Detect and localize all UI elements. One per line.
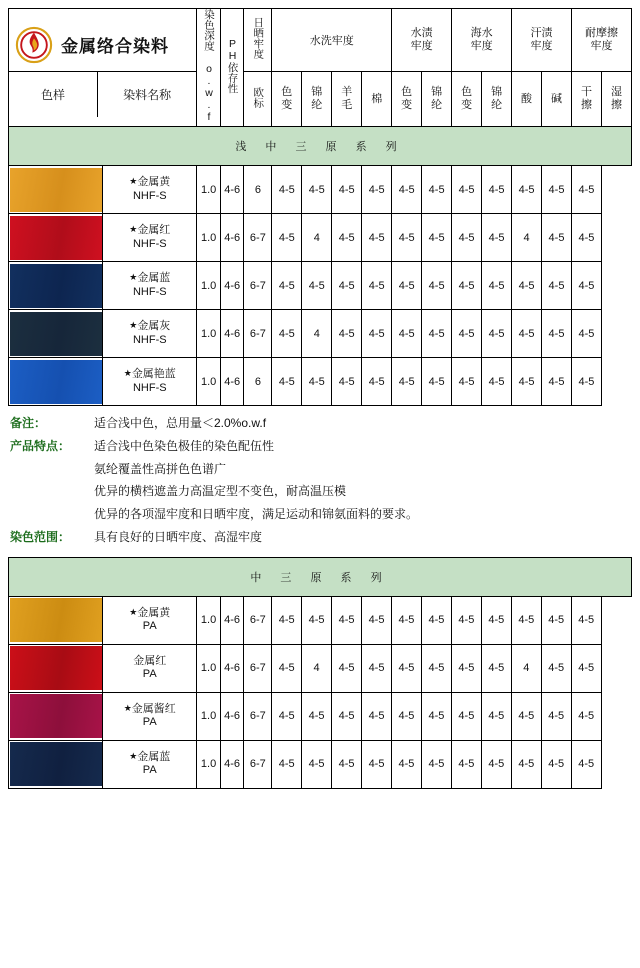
dye-name-line2: NHF-S bbox=[132, 237, 167, 250]
subcol-wash-nylon: 锦 纶 bbox=[302, 71, 332, 126]
dye-name-cell bbox=[103, 740, 197, 788]
fastness-value: 6-7 bbox=[244, 262, 272, 310]
color-swatch-cell bbox=[9, 310, 103, 358]
fastness-value: 4-5 bbox=[362, 644, 392, 692]
fastness-value: 4-5 bbox=[541, 596, 571, 644]
dye-name-cell bbox=[103, 262, 197, 310]
brand-title: 金属络合染料 bbox=[61, 37, 169, 56]
note-label: 染色范围： bbox=[10, 529, 71, 544]
fastness-value: 4-5 bbox=[482, 358, 512, 406]
fastness-value: 4-5 bbox=[272, 358, 302, 406]
dye-name-line2: PA bbox=[142, 668, 157, 681]
fastness-value: 4-5 bbox=[482, 166, 512, 214]
series-banner-row-1 bbox=[9, 127, 632, 166]
fastness-value: 1.0 bbox=[197, 262, 221, 310]
dye-name-line2: PA bbox=[142, 620, 157, 633]
note-text: 适合浅中色，总用量＜2.0%o.w.f bbox=[94, 416, 267, 430]
dye-name-line2: PA bbox=[142, 764, 157, 777]
subcol-eu-standard: 欧标 bbox=[244, 71, 272, 126]
col-washfastness: 水洗牢度 bbox=[272, 9, 392, 72]
fastness-value: 4-6 bbox=[220, 166, 244, 214]
fastness-value: 4-5 bbox=[272, 692, 302, 740]
dye-name-line1: 金属艳蓝 bbox=[131, 367, 176, 380]
fastness-value: 6 bbox=[244, 166, 272, 214]
note-text: 适合浅中色染色极佳的染色配伍性 bbox=[94, 438, 275, 453]
note-label: 备注： bbox=[10, 416, 47, 430]
color-swatch-cell bbox=[9, 596, 103, 644]
fastness-value: 4-5 bbox=[542, 358, 572, 406]
fastness-value: 6-7 bbox=[244, 644, 272, 692]
fastness-value: 6-7 bbox=[244, 310, 272, 358]
color-swatch bbox=[10, 742, 102, 786]
fastness-value: 4-5 bbox=[392, 166, 422, 214]
note-line bbox=[10, 526, 632, 549]
fastness-value: 4-5 bbox=[422, 214, 452, 262]
star-icon: ★ bbox=[129, 750, 138, 761]
fastness-value: 4-5 bbox=[362, 692, 392, 740]
fastness-value: 4-5 bbox=[392, 214, 422, 262]
fastness-table-2 bbox=[8, 557, 632, 789]
dye-name-cell bbox=[103, 166, 197, 214]
dye-name-line2: PA bbox=[142, 716, 157, 729]
fastness-value: 4-5 bbox=[362, 262, 392, 310]
fastness-value: 4-5 bbox=[542, 166, 572, 214]
fastness-value: 1.0 bbox=[197, 310, 221, 358]
star-icon: ★ bbox=[123, 367, 132, 378]
series-title-2: 中 三 原 系 列 bbox=[9, 557, 632, 596]
table-row[interactable] bbox=[9, 166, 632, 214]
fastness-value: 4-5 bbox=[571, 358, 601, 406]
fastness-value: 4-5 bbox=[512, 166, 542, 214]
fastness-value: 4-5 bbox=[332, 596, 362, 644]
subcol-sample: 色样 bbox=[9, 72, 98, 117]
fastness-value: 4-6 bbox=[220, 644, 244, 692]
note-text: 优异的横档遮盖力高温定型不变色，耐高温压模 bbox=[94, 484, 347, 499]
subcol-rub-dry: 干 擦 bbox=[571, 71, 601, 126]
fastness-value: 4-5 bbox=[272, 740, 302, 788]
fastness-value: 4-5 bbox=[452, 358, 482, 406]
table-row[interactable] bbox=[9, 740, 632, 788]
fastness-value: 4 bbox=[302, 214, 332, 262]
fastness-value: 4-5 bbox=[482, 262, 512, 310]
table-row[interactable] bbox=[9, 692, 632, 740]
table-row[interactable] bbox=[9, 644, 632, 692]
fastness-value: 4-5 bbox=[302, 166, 332, 214]
fastness-value: 6-7 bbox=[244, 692, 272, 740]
fastness-value: 4-5 bbox=[542, 214, 572, 262]
fastness-value: 4-5 bbox=[302, 262, 332, 310]
fastness-value: 4-5 bbox=[452, 262, 482, 310]
star-icon: ★ bbox=[129, 319, 138, 330]
subcol-wash-wool: 羊 毛 bbox=[332, 71, 362, 126]
dye-name-cell bbox=[103, 692, 197, 740]
subcol-sweat-acid: 酸 bbox=[512, 71, 542, 126]
fastness-value: 4-6 bbox=[220, 262, 244, 310]
fastness-value: 4-5 bbox=[272, 214, 302, 262]
notes-block bbox=[10, 412, 632, 549]
fastness-value: 4 bbox=[511, 644, 541, 692]
fastness-table-1 bbox=[8, 8, 632, 406]
fastness-value: 4-5 bbox=[272, 262, 302, 310]
fastness-value: 4-5 bbox=[392, 740, 422, 788]
fastness-value: 4-5 bbox=[422, 262, 452, 310]
fastness-value: 4-5 bbox=[451, 644, 481, 692]
note-line bbox=[10, 480, 632, 503]
dye-name-cell bbox=[103, 596, 197, 644]
col-perspirationfastness: 汗渍 牢度 bbox=[512, 9, 572, 72]
color-swatch bbox=[10, 646, 102, 690]
color-swatch bbox=[10, 312, 102, 356]
fastness-value: 4-5 bbox=[451, 740, 481, 788]
fastness-value: 4-5 bbox=[302, 692, 332, 740]
color-swatch-cell bbox=[9, 262, 103, 310]
fastness-value: 4-5 bbox=[482, 310, 512, 358]
fastness-value: 4-5 bbox=[571, 166, 601, 214]
color-swatch-cell bbox=[9, 358, 103, 406]
fastness-value: 4-5 bbox=[542, 262, 572, 310]
note-line bbox=[10, 458, 632, 481]
table-row[interactable] bbox=[9, 262, 632, 310]
col-lightfastness: 日晒牢度 bbox=[244, 9, 272, 72]
fastness-value: 4-5 bbox=[362, 166, 392, 214]
fastness-value: 6 bbox=[244, 358, 272, 406]
fastness-value: 4-5 bbox=[481, 740, 511, 788]
fastness-value: 4-5 bbox=[512, 310, 542, 358]
fastness-value: 4-5 bbox=[571, 740, 601, 788]
fastness-value: 6-7 bbox=[244, 596, 272, 644]
subcol-rub-wet: 湿 擦 bbox=[601, 71, 631, 126]
star-icon: ★ bbox=[129, 175, 138, 186]
dye-name-line1: 金属蓝 bbox=[137, 750, 171, 763]
col-seawaterfastness: 海水 牢度 bbox=[452, 9, 512, 72]
fastness-value: 4-5 bbox=[451, 596, 481, 644]
fastness-value: 4-5 bbox=[332, 740, 362, 788]
dye-name-line2: NHF-S bbox=[132, 189, 167, 202]
fastness-value: 4-5 bbox=[541, 692, 571, 740]
fastness-value: 4-5 bbox=[362, 358, 392, 406]
dye-name-cell bbox=[103, 214, 197, 262]
col-depth: 染色深度 o.w.f bbox=[197, 9, 221, 127]
subcol-sweat-alkali: 碱 bbox=[542, 71, 572, 126]
dye-name-line1: 金属红 bbox=[137, 223, 171, 236]
subcol-wash-shade: 色 变 bbox=[272, 71, 302, 126]
color-swatch-cell bbox=[9, 214, 103, 262]
star-icon: ★ bbox=[123, 702, 132, 713]
dye-name-cell bbox=[103, 644, 197, 692]
fastness-value: 4-5 bbox=[392, 596, 422, 644]
color-swatch bbox=[10, 360, 102, 404]
fastness-value: 4-5 bbox=[332, 214, 362, 262]
fastness-value: 4-5 bbox=[421, 596, 451, 644]
note-line bbox=[10, 435, 632, 458]
note-label bbox=[10, 480, 94, 503]
fastness-value: 4-5 bbox=[332, 644, 362, 692]
fastness-value: 4-5 bbox=[571, 310, 601, 358]
fastness-value: 4-5 bbox=[422, 358, 452, 406]
fastness-value: 4-5 bbox=[421, 644, 451, 692]
fastness-value: 4-6 bbox=[220, 214, 244, 262]
dye-name-line1: 金属红 bbox=[133, 654, 167, 667]
fastness-value: 1.0 bbox=[197, 596, 221, 644]
fastness-value: 4-5 bbox=[571, 644, 601, 692]
fastness-value: 4-5 bbox=[511, 596, 541, 644]
color-swatch bbox=[10, 264, 102, 308]
series-banner-row-2 bbox=[9, 557, 632, 596]
star-icon: ★ bbox=[129, 606, 138, 617]
fastness-value: 4-5 bbox=[512, 358, 542, 406]
table-row[interactable] bbox=[9, 358, 632, 406]
fastness-value: 4-5 bbox=[481, 644, 511, 692]
fastness-value: 4-6 bbox=[220, 310, 244, 358]
fastness-value: 4-5 bbox=[482, 214, 512, 262]
fastness-value: 4-5 bbox=[571, 596, 601, 644]
color-swatch-cell bbox=[9, 740, 103, 788]
subcol-dye-name: 染料名称 bbox=[123, 87, 172, 102]
dye-name-line2: NHF-S bbox=[132, 285, 167, 298]
flame-logo-icon bbox=[15, 26, 53, 64]
fastness-value: 4-5 bbox=[272, 644, 302, 692]
fastness-value: 4-5 bbox=[571, 262, 601, 310]
fastness-value: 4-5 bbox=[542, 310, 572, 358]
table-body-1 bbox=[9, 166, 632, 406]
star-icon: ★ bbox=[129, 223, 138, 234]
fastness-value: 1.0 bbox=[197, 166, 221, 214]
dye-name-line1: 金属黄 bbox=[137, 606, 171, 619]
fastness-value: 4-5 bbox=[302, 596, 332, 644]
color-swatch-cell bbox=[9, 166, 103, 214]
fastness-value: 4 bbox=[302, 644, 332, 692]
fastness-value: 4-5 bbox=[332, 262, 362, 310]
fastness-value: 4-5 bbox=[571, 214, 601, 262]
color-swatch bbox=[10, 694, 102, 738]
series-title-1: 浅 中 三 原 系 列 bbox=[9, 127, 632, 166]
col-rubfastness: 耐摩擦 牢度 bbox=[571, 9, 631, 72]
fastness-value: 1.0 bbox=[197, 358, 221, 406]
fastness-value: 4-5 bbox=[362, 310, 392, 358]
fastness-value: 4-5 bbox=[332, 166, 362, 214]
dye-name-line1: 金属蓝 bbox=[137, 271, 171, 284]
brand-logo-cell bbox=[9, 9, 197, 127]
fastness-value: 4-5 bbox=[422, 166, 452, 214]
dye-name-line2: NHF-S bbox=[132, 333, 167, 346]
fastness-value: 4-5 bbox=[571, 692, 601, 740]
fastness-value: 4-5 bbox=[392, 310, 422, 358]
subcol-water-shade: 色 变 bbox=[392, 71, 422, 126]
note-line bbox=[10, 503, 632, 526]
fastness-value: 4-5 bbox=[481, 692, 511, 740]
note-text: 具有良好的日晒牢度、高湿牢度 bbox=[94, 529, 263, 544]
fastness-value: 1.0 bbox=[197, 740, 221, 788]
fastness-value: 4-5 bbox=[272, 166, 302, 214]
fastness-value: 1.0 bbox=[197, 644, 221, 692]
subcol-water-nylon: 锦 纶 bbox=[422, 71, 452, 126]
col-waterfastness: 水渍 牢度 bbox=[392, 9, 452, 72]
color-swatch bbox=[10, 168, 102, 212]
dye-name-cell bbox=[103, 358, 197, 406]
subcol-sea-nylon: 锦 纶 bbox=[482, 71, 512, 126]
fastness-value: 4-5 bbox=[511, 692, 541, 740]
fastness-value: 4-5 bbox=[332, 310, 362, 358]
fastness-value: 4-5 bbox=[421, 692, 451, 740]
note-label bbox=[10, 458, 94, 481]
fastness-value: 4-5 bbox=[392, 358, 422, 406]
color-swatch bbox=[10, 216, 102, 260]
note-text: 优异的各项湿牢度和日晒牢度，满足运动和锦氨面料的要求。 bbox=[94, 507, 419, 522]
fastness-value: 4-5 bbox=[272, 310, 302, 358]
fastness-value: 4-5 bbox=[302, 358, 332, 406]
fastness-value: 4 bbox=[302, 310, 332, 358]
fastness-value: 4-5 bbox=[302, 740, 332, 788]
fastness-value: 4-5 bbox=[332, 692, 362, 740]
page-root bbox=[0, 8, 640, 968]
fastness-value: 4-5 bbox=[511, 740, 541, 788]
fastness-value: 1.0 bbox=[197, 214, 221, 262]
fastness-value: 4-5 bbox=[362, 740, 392, 788]
fastness-value: 4-5 bbox=[392, 262, 422, 310]
note-text: 氨纶覆盖性高拼色色谱广 bbox=[94, 461, 227, 476]
fastness-value: 4-5 bbox=[421, 740, 451, 788]
fastness-value: 4-6 bbox=[220, 596, 244, 644]
fastness-value: 6-7 bbox=[244, 740, 272, 788]
fastness-value: 4-5 bbox=[481, 596, 511, 644]
fastness-value: 4-5 bbox=[452, 310, 482, 358]
fastness-value: 4-6 bbox=[220, 358, 244, 406]
table-row[interactable] bbox=[9, 214, 632, 262]
fastness-value: 4-5 bbox=[452, 214, 482, 262]
note-line bbox=[10, 412, 632, 435]
fastness-value: 6-7 bbox=[244, 214, 272, 262]
dye-name-line1: 金属酱红 bbox=[131, 702, 176, 715]
color-swatch-cell bbox=[9, 644, 103, 692]
fastness-value: 4-5 bbox=[451, 692, 481, 740]
table-header-groups bbox=[9, 9, 632, 72]
fastness-value: 4-5 bbox=[392, 644, 422, 692]
subcol-wash-cotton: 棉 bbox=[362, 71, 392, 126]
fastness-value: 4-6 bbox=[220, 740, 244, 788]
fastness-value: 4-5 bbox=[452, 166, 482, 214]
fastness-value: 4-5 bbox=[362, 214, 392, 262]
table-row[interactable] bbox=[9, 596, 632, 644]
table-body-2 bbox=[9, 596, 632, 788]
fastness-value: 1.0 bbox=[197, 692, 221, 740]
fastness-value: 4-5 bbox=[541, 644, 571, 692]
subcol-sea-shade: 色 变 bbox=[452, 71, 482, 126]
dye-name-line2: NHF-S bbox=[132, 381, 167, 394]
fastness-value: 4-5 bbox=[272, 596, 302, 644]
fastness-value: 4-5 bbox=[541, 740, 571, 788]
dye-name-cell bbox=[103, 310, 197, 358]
dye-name-line1: 金属灰 bbox=[137, 319, 171, 332]
fastness-value: 4-5 bbox=[392, 692, 422, 740]
note-label: 产品特点： bbox=[10, 438, 71, 453]
col-ph: PH依存性 bbox=[220, 9, 244, 127]
dye-name-line1: 金属黄 bbox=[137, 175, 171, 188]
color-swatch-cell bbox=[9, 692, 103, 740]
fastness-value: 4 bbox=[512, 214, 542, 262]
color-swatch bbox=[10, 598, 102, 642]
star-icon: ★ bbox=[129, 271, 138, 282]
fastness-value: 4-5 bbox=[362, 596, 392, 644]
note-label bbox=[10, 503, 94, 526]
table-row[interactable] bbox=[9, 310, 632, 358]
fastness-value: 4-6 bbox=[220, 692, 244, 740]
fastness-value: 4-5 bbox=[422, 310, 452, 358]
fastness-value: 4-5 bbox=[332, 358, 362, 406]
fastness-value: 4-5 bbox=[512, 262, 542, 310]
